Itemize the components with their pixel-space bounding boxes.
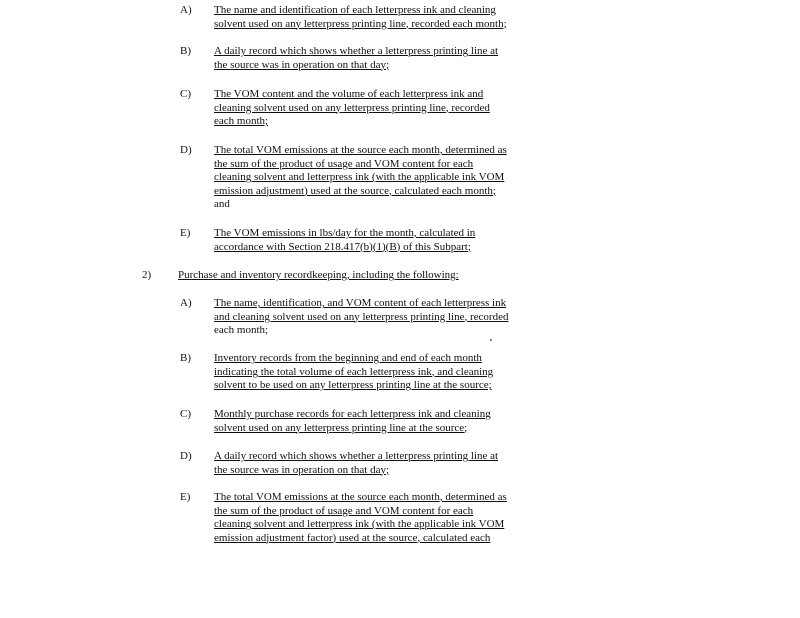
text-line: indicating the total volume of each letterpress ink, and cleaning xyxy=(214,365,494,378)
item-label: B) xyxy=(180,45,191,57)
text-line: and cleaning solvent used on any letterpress printing line, recorded xyxy=(214,310,509,323)
text-line: each month; xyxy=(214,115,269,127)
text-line: and xyxy=(214,198,230,210)
item-text xyxy=(214,227,544,254)
text-line: The name, identification, and VOM content of each letterpress ink xyxy=(214,297,507,309)
text-line: the source was in operation on that day; xyxy=(214,463,390,476)
text-line: A daily record which shows whether a letterpress printing line at xyxy=(214,45,499,57)
item-label: A) xyxy=(180,4,192,16)
text-line: The VOM emissions in lbs/day for the month, calculated in xyxy=(214,227,476,239)
text-line: solvent used on any letterpress printing line, recorded each month; xyxy=(214,17,507,30)
text-line: the sum of the product of usage and VOM content for each xyxy=(214,504,474,517)
text-line: A daily record which shows whether a letterpress printing line at xyxy=(214,450,499,462)
text-line: Monthly purchase records for each letterpress ink and cleaning xyxy=(214,408,491,420)
item-label: A) xyxy=(180,297,192,309)
text-line: Inventory records from the beginning and end of each month xyxy=(214,352,482,364)
text-line: The total VOM emissions at the source each month, determined as xyxy=(214,491,507,503)
item-text xyxy=(214,297,544,338)
text-line: emission adjustment) used at the source, calculated each month; xyxy=(214,184,496,197)
text-line: cleaning solvent and letterpress ink (with the applicable ink VOM xyxy=(214,518,505,530)
text-line: the source was in operation on that day; xyxy=(214,58,390,71)
text-line: the sum of the product of usage and VOM content for each xyxy=(214,157,474,170)
item-label: D) xyxy=(180,450,192,462)
item-text xyxy=(214,4,544,31)
text-line: The name and identification of each letterpress ink and cleaning xyxy=(214,4,496,16)
item-label: E) xyxy=(180,491,191,503)
text-line: emission adjustment factor) used at the source, calculated each xyxy=(214,531,491,544)
item-text xyxy=(214,491,544,545)
item-text xyxy=(214,408,544,435)
item-label: C) xyxy=(180,408,191,420)
text-line: The total VOM emissions at the source each month, determined as xyxy=(214,144,507,156)
text-line: The VOM content and the volume of each letterpress ink and xyxy=(214,88,484,100)
section-heading: Purchase and inventory recordkeeping, including the following: xyxy=(178,269,459,281)
item-text xyxy=(214,352,544,393)
item-text xyxy=(214,450,544,477)
item-text xyxy=(214,88,544,129)
stray-mark xyxy=(490,339,492,341)
item-text xyxy=(214,144,544,212)
text-line: solvent to be used on any letterpress printing line at the source; xyxy=(214,379,492,391)
item-label: C) xyxy=(180,88,191,100)
text-line: cleaning solvent used on any letterpress printing line, recorded xyxy=(214,101,490,114)
section-number: 2) xyxy=(142,269,152,281)
item-label: B) xyxy=(180,352,191,364)
item-text xyxy=(214,45,544,72)
text-line: cleaning solvent and letterpress ink (with the applicable ink VOM xyxy=(214,171,505,183)
text-line: solvent used on any letterpress printing line at the source; xyxy=(214,421,468,434)
item-label: E) xyxy=(180,227,191,239)
text-line: accordance with Section 218.417(b)(1)(B) of this Subpart; xyxy=(214,240,471,253)
text-line: each month; xyxy=(214,324,269,336)
item-label: D) xyxy=(180,144,192,156)
